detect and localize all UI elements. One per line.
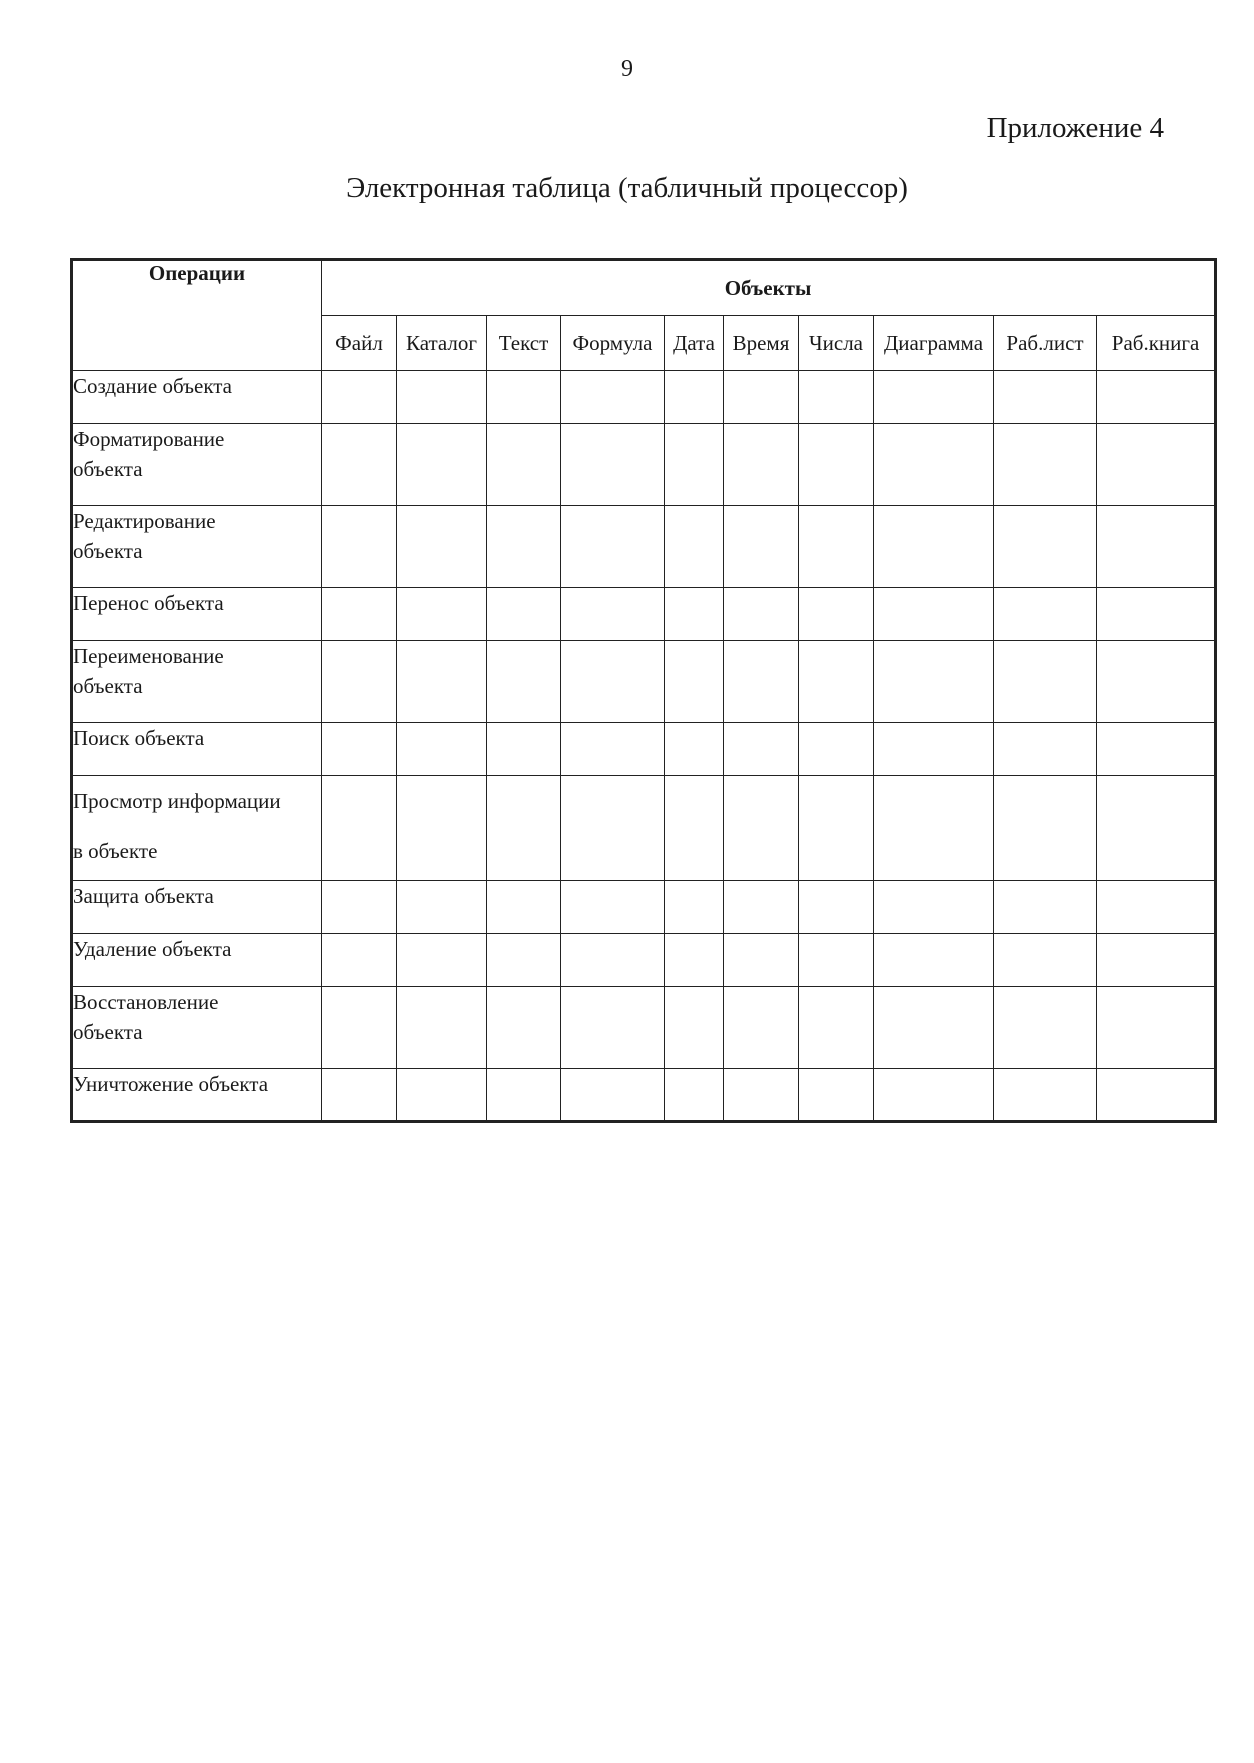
column-header: Текст	[487, 316, 561, 371]
table-cell	[665, 776, 724, 881]
table-cell	[397, 881, 487, 934]
table-cell	[322, 723, 397, 776]
table-cell	[487, 588, 561, 641]
table-cell	[397, 588, 487, 641]
column-header: Формула	[561, 316, 665, 371]
table-cell	[322, 1069, 397, 1122]
table-cell	[487, 641, 561, 723]
table-cell	[994, 506, 1097, 588]
operations-header: Операции	[72, 260, 322, 371]
objects-header: Объекты	[322, 260, 1216, 316]
table-cell	[397, 641, 487, 723]
table-cell	[724, 641, 799, 723]
table-cell	[322, 776, 397, 881]
operation-name: Защита объекта	[72, 881, 322, 934]
table-cell	[397, 506, 487, 588]
table-cell	[994, 881, 1097, 934]
table-cell	[874, 371, 994, 424]
table-cell	[397, 1069, 487, 1122]
operation-name: Удаление объекта	[72, 934, 322, 987]
table-cell	[665, 641, 724, 723]
column-header: Диаграмма	[874, 316, 994, 371]
table-cell	[665, 881, 724, 934]
table-cell	[665, 987, 724, 1069]
table-cell	[397, 934, 487, 987]
table-cell	[397, 371, 487, 424]
table-cell	[724, 934, 799, 987]
table-cell	[724, 424, 799, 506]
table-cell	[561, 506, 665, 588]
table-cell	[994, 987, 1097, 1069]
table-cell	[322, 506, 397, 588]
table-cell	[724, 776, 799, 881]
table-cell	[665, 723, 724, 776]
table-cell	[322, 588, 397, 641]
table-row	[72, 641, 1216, 723]
table-row	[72, 506, 1216, 588]
table-cell	[799, 776, 874, 881]
appendix-label: Приложение 4	[986, 112, 1164, 144]
table-cell	[665, 424, 724, 506]
table-cell	[724, 723, 799, 776]
table-cell	[322, 934, 397, 987]
table-cell	[724, 881, 799, 934]
table-cell	[799, 987, 874, 1069]
operation-name: Создание объекта	[72, 371, 322, 424]
operation-name: Уничтожение объекта	[72, 1069, 322, 1122]
table-cell	[561, 371, 665, 424]
table-cell	[994, 588, 1097, 641]
table-cell	[724, 1069, 799, 1122]
table-cell	[1097, 881, 1216, 934]
table-cell	[799, 934, 874, 987]
operation-name: Редактирование объекта	[72, 506, 322, 588]
table-row	[72, 776, 1216, 881]
table-cell	[724, 506, 799, 588]
table-cell	[397, 424, 487, 506]
operation-name: Форматирование объекта	[72, 424, 322, 506]
table-cell	[561, 934, 665, 987]
table-cell	[487, 934, 561, 987]
table-cell	[1097, 371, 1216, 424]
table-header-row	[72, 260, 1216, 316]
table-cell	[397, 723, 487, 776]
table-cell	[561, 987, 665, 1069]
table-cell	[1097, 506, 1216, 588]
table-cell	[994, 371, 1097, 424]
table-cell	[874, 776, 994, 881]
table-cell	[1097, 776, 1216, 881]
table-cell	[487, 987, 561, 1069]
table-row	[72, 723, 1216, 776]
table-cell	[665, 506, 724, 588]
table-cell	[799, 506, 874, 588]
table-cell	[665, 934, 724, 987]
table-cell	[561, 641, 665, 723]
table-cell	[799, 424, 874, 506]
table-cell	[561, 881, 665, 934]
column-header: Раб.лист	[994, 316, 1097, 371]
table-cell	[799, 723, 874, 776]
operation-name: Переименование объекта	[72, 641, 322, 723]
table-cell	[994, 1069, 1097, 1122]
table-cell	[799, 588, 874, 641]
table-cell	[561, 1069, 665, 1122]
table-cell	[487, 776, 561, 881]
table-row	[72, 371, 1216, 424]
table-cell	[487, 371, 561, 424]
table-row	[72, 1069, 1216, 1122]
table-cell	[322, 641, 397, 723]
table-cell	[322, 424, 397, 506]
column-header: Дата	[665, 316, 724, 371]
table-cell	[874, 641, 994, 723]
table-cell	[874, 1069, 994, 1122]
table-cell	[1097, 723, 1216, 776]
table-cell	[487, 881, 561, 934]
table-cell	[874, 934, 994, 987]
table-cell	[487, 424, 561, 506]
table-cell	[1097, 1069, 1216, 1122]
table-cell	[874, 987, 994, 1069]
table-cell	[799, 881, 874, 934]
table-cell	[665, 371, 724, 424]
table-cell	[799, 1069, 874, 1122]
table-cell	[561, 424, 665, 506]
operation-name: Просмотр информации в объекте	[72, 776, 322, 881]
table-cell	[1097, 424, 1216, 506]
table-cell	[1097, 987, 1216, 1069]
operation-name: Перенос объекта	[72, 588, 322, 641]
table-body	[72, 371, 1216, 1122]
table-cell	[487, 1069, 561, 1122]
operation-name: Восстановление объекта	[72, 987, 322, 1069]
table-cell	[397, 987, 487, 1069]
operations-objects-table	[70, 258, 1217, 1123]
table-cell	[874, 723, 994, 776]
column-header: Каталог	[397, 316, 487, 371]
table-row	[72, 588, 1216, 641]
table-cell	[874, 506, 994, 588]
table-cell	[397, 776, 487, 881]
table-cell	[994, 424, 1097, 506]
operation-name: Поиск объекта	[72, 723, 322, 776]
table-cell	[322, 881, 397, 934]
table-row	[72, 934, 1216, 987]
table-cell	[994, 641, 1097, 723]
table-cell	[561, 723, 665, 776]
table-cell	[322, 987, 397, 1069]
table-cell	[799, 371, 874, 424]
table-cell	[665, 588, 724, 641]
column-header: Числа	[799, 316, 874, 371]
table-cell	[724, 371, 799, 424]
table-cell	[724, 987, 799, 1069]
column-header: Раб.книга	[1097, 316, 1216, 371]
column-header: Файл	[322, 316, 397, 371]
document-title: Электронная таблица (табличный процессор)	[346, 172, 908, 204]
table-cell	[487, 723, 561, 776]
table-cell	[1097, 588, 1216, 641]
table-cell	[561, 588, 665, 641]
table-cell	[724, 588, 799, 641]
table-row	[72, 881, 1216, 934]
table-cell	[322, 371, 397, 424]
table-cell	[1097, 641, 1216, 723]
page-number: 9	[621, 56, 633, 82]
table-row	[72, 987, 1216, 1069]
table-row	[72, 424, 1216, 506]
table-cell	[994, 776, 1097, 881]
table-cell	[1097, 934, 1216, 987]
table-cell	[874, 424, 994, 506]
column-header: Время	[724, 316, 799, 371]
table-cell	[874, 881, 994, 934]
table-cell	[665, 1069, 724, 1122]
table-cell	[561, 776, 665, 881]
table-cell	[994, 934, 1097, 987]
table-cell	[799, 641, 874, 723]
table-cell	[874, 588, 994, 641]
table-cell	[487, 506, 561, 588]
table-cell	[994, 723, 1097, 776]
